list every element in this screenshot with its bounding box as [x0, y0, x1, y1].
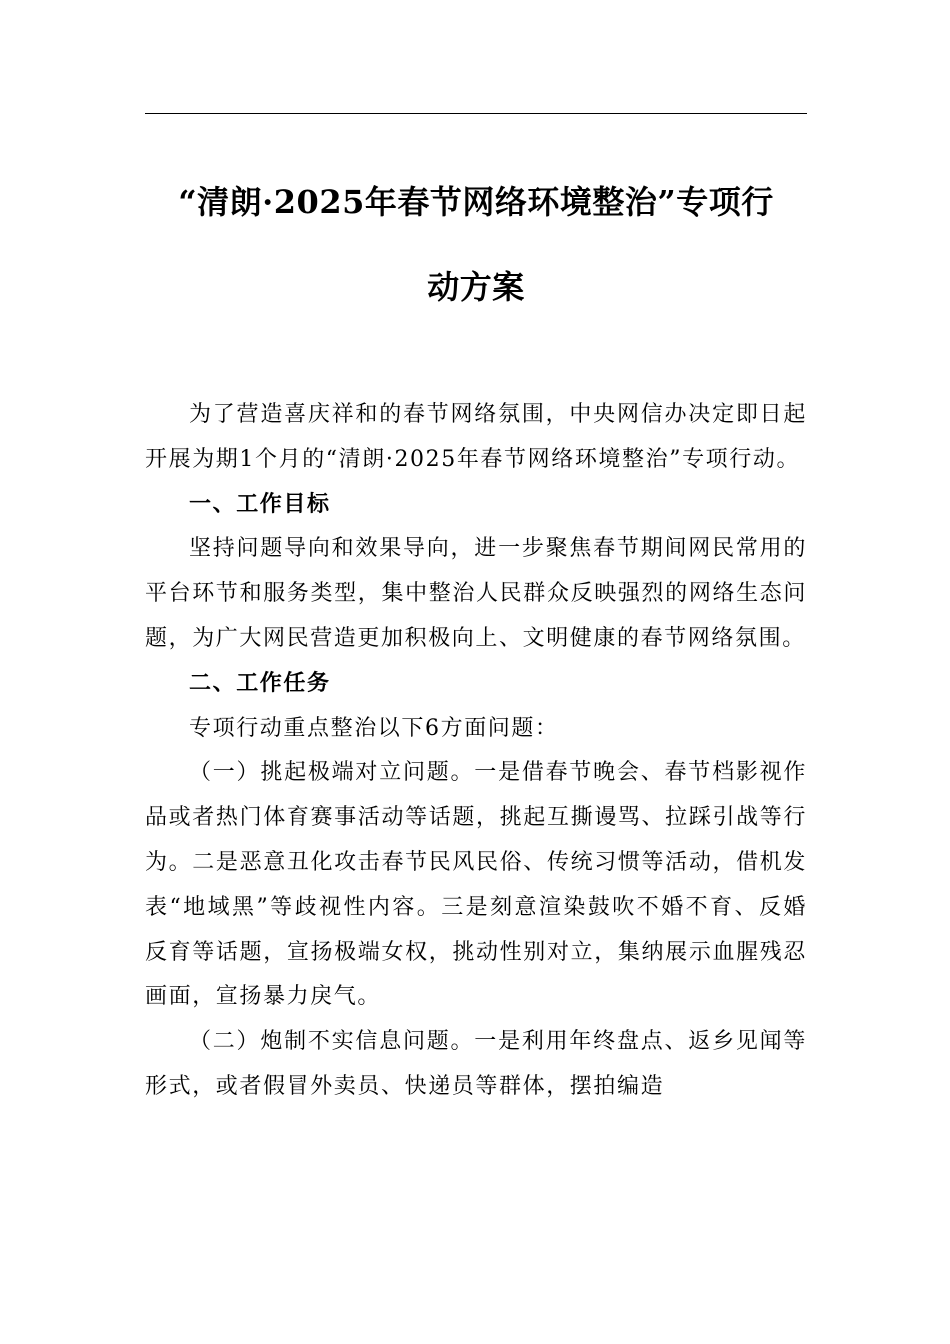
document-body — [145, 393, 807, 1110]
task-item-2: （二）炮制不实信息问题。一是利用年终盘点、返乡见闻等形式，或者假冒外卖员、快递员等群体，摆拍编造 — [145, 1029, 807, 1099]
section-heading-goals: 一、工作目标 — [189, 491, 331, 517]
title-line-1: “清朗·2025年春节网络环境整治”专项行 — [178, 183, 774, 221]
section-heading-tasks: 二、工作任务 — [189, 670, 331, 696]
document-title — [145, 160, 807, 330]
title-line-2: 动方案 — [427, 268, 525, 306]
tasks-intro-paragraph: 专项行动重点整治以下6方面问题： — [189, 715, 559, 741]
task-item-1: （一）挑起极端对立问题。一是借春节晚会、春节档影视作品或者热门体育赛事活动等话题，挑起互撕谩骂、拉踩引战等行为。二是恶意丑化攻击春节民风民俗、传统习惯等活动，借机发表“地域黑”等歧视性内容。三是刻意渲染鼓吹不婚不育、反婚反育等话题，宣扬极端女权，挑动性别对立，集纳展示血腥残忍画面，宣扬暴力戾气。 — [145, 760, 807, 1010]
intro-paragraph: 为了营造喜庆祥和的春节网络氛围，中央网信办决定即日起开展为期1个月的“清朗·2025年春节网络环境整治”专项行动。 — [145, 402, 807, 472]
header-rule — [145, 113, 807, 114]
goals-paragraph: 坚持问题导向和效果导向，进一步聚焦春节期间网民常用的平台环节和服务类型，集中整治人民群众反映强烈的网络生态问题，为广大网民营造更加积极向上、文明健康的春节网络氛围。 — [145, 536, 807, 651]
